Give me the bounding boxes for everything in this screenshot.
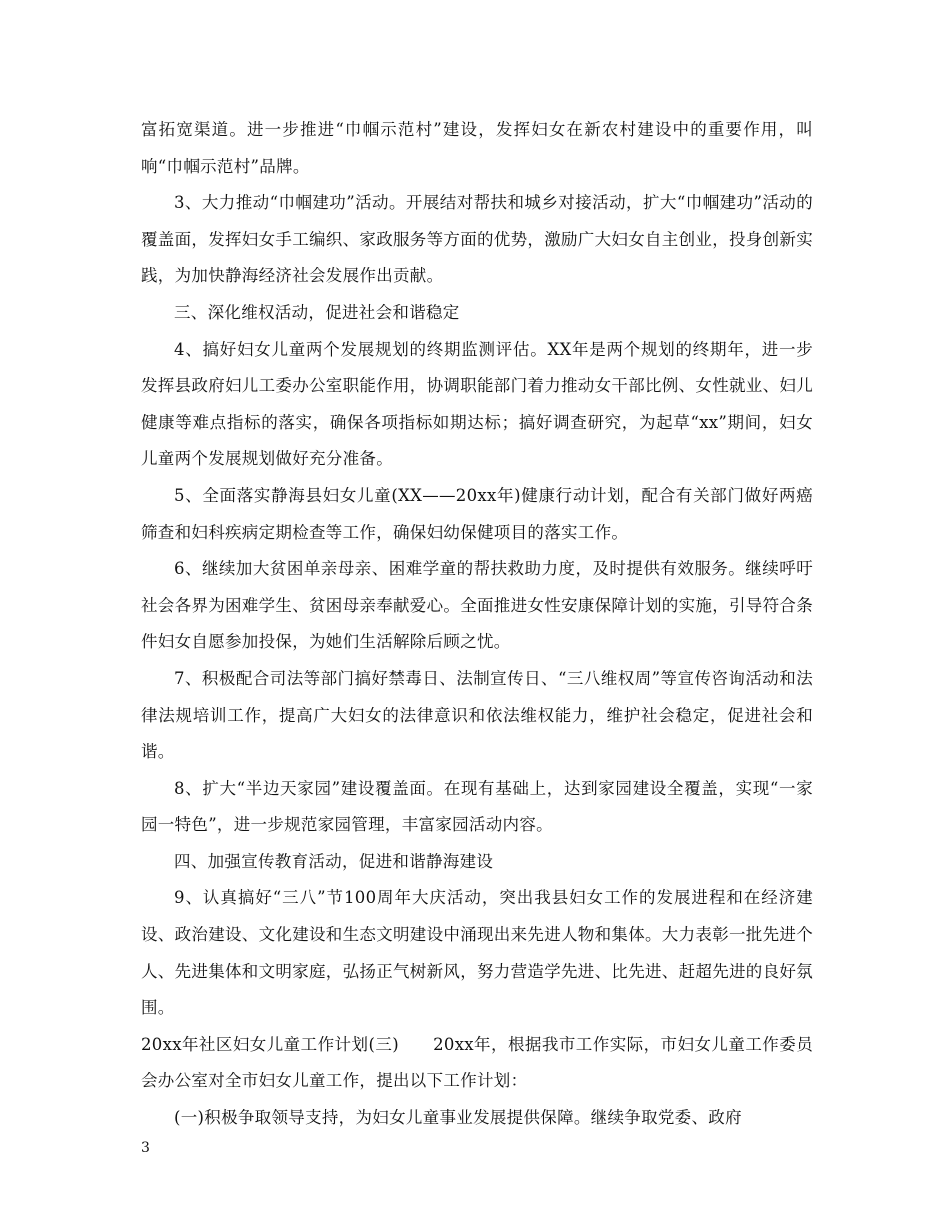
section-heading-4: 四、加强宣传教育活动，促进和谐静海建设: [174, 851, 494, 871]
plan-three-item-1: (一)积极争取领导支持，为妇女儿童事业发展提供保障。继续争取党委、政府: [174, 1108, 742, 1128]
paragraph-item-4: 4、搞好妇女儿童两个发展规划的终期监测评估。XX年是两个规划的终期年，进一步发挥县政府妇儿工委办公室职能作用，协调职能部门着力推动女干部比例、女性就业、妇儿健康等难点指标的落实，确保各项指标如期达标；搞好调查研究，为起草“xx”期间，妇女儿童两个发展规划做好充分准备。: [141, 339, 813, 469]
paragraph-item-3: 3、大力推动“巾帼建功”活动。开展结对帮扶和城乡对接活动，扩大“巾帼建功”活动的覆盖面，发挥妇女手工编织、家政服务等方面的优势，激励广大妇女自主创业，投身创新实践，为加快静海经济社会发展作出贡献。: [141, 193, 813, 286]
page-number: 3: [141, 1140, 150, 1156]
paragraph-item-7: 7、积极配合司法等部门搞好禁毒日、法制宣传日、“三八维权周”等宣传咨询活动和法律法规培训工作，提高广大妇女的法律意识和依法维权能力，维护社会稳定，促进社会和谐。: [141, 668, 813, 762]
document-body: [141, 112, 813, 1137]
paragraph-continuation: 富拓宽渠道。进一步推进“巾帼示范村”建设，发挥妇女在新农村建设中的重要作用，叫响“巾帼示范村”品牌。: [141, 120, 813, 176]
plan-three-intro: 20xx年社区妇女儿童工作计划(三) 20xx年，根据我市工作实际，市妇女儿童工作委员会办公室对全市妇女儿童工作，提出以下工作计划：: [141, 1034, 813, 1091]
paragraph-item-8: 8、扩大“半边天家园”建设覆盖面。在现有基础上，达到家园建设全覆盖，实现“一家园一特色”，进一步规范家园管理，丰富家园活动内容。: [141, 778, 813, 835]
paragraph-item-9: 9、认真搞好“三八”节100周年大庆活动，突出我县妇女工作的发展进程和在经济建设、政治建设、文化建设和生态文明建设中涌现出来先进人物和集体。大力表彰一批先进个人、先进集体和文明家庭，弘扬正气树新风，努力营造学先进、比先进、赶超先进的良好氛围。: [141, 888, 813, 1018]
section-heading-3: 三、深化维权活动，促进社会和谐稳定: [174, 302, 460, 322]
paragraph-item-6: 6、继续加大贫困单亲母亲、困难学童的帮扶救助力度，及时提供有效服务。继续呼吁社会各界为困难学生、贫困母亲奉献爱心。全面推进女性安康保障计划的实施，引导符合条件妇女自愿参加投保，为她们生活解除后顾之忧。: [141, 559, 813, 652]
paragraph-item-5: 5、全面落实静海县妇女儿童(XX——20xx年)健康行动计划，配合有关部门做好两癌筛查和妇科疾病定期检查等工作，确保妇幼保健项目的落实工作。: [141, 485, 813, 542]
